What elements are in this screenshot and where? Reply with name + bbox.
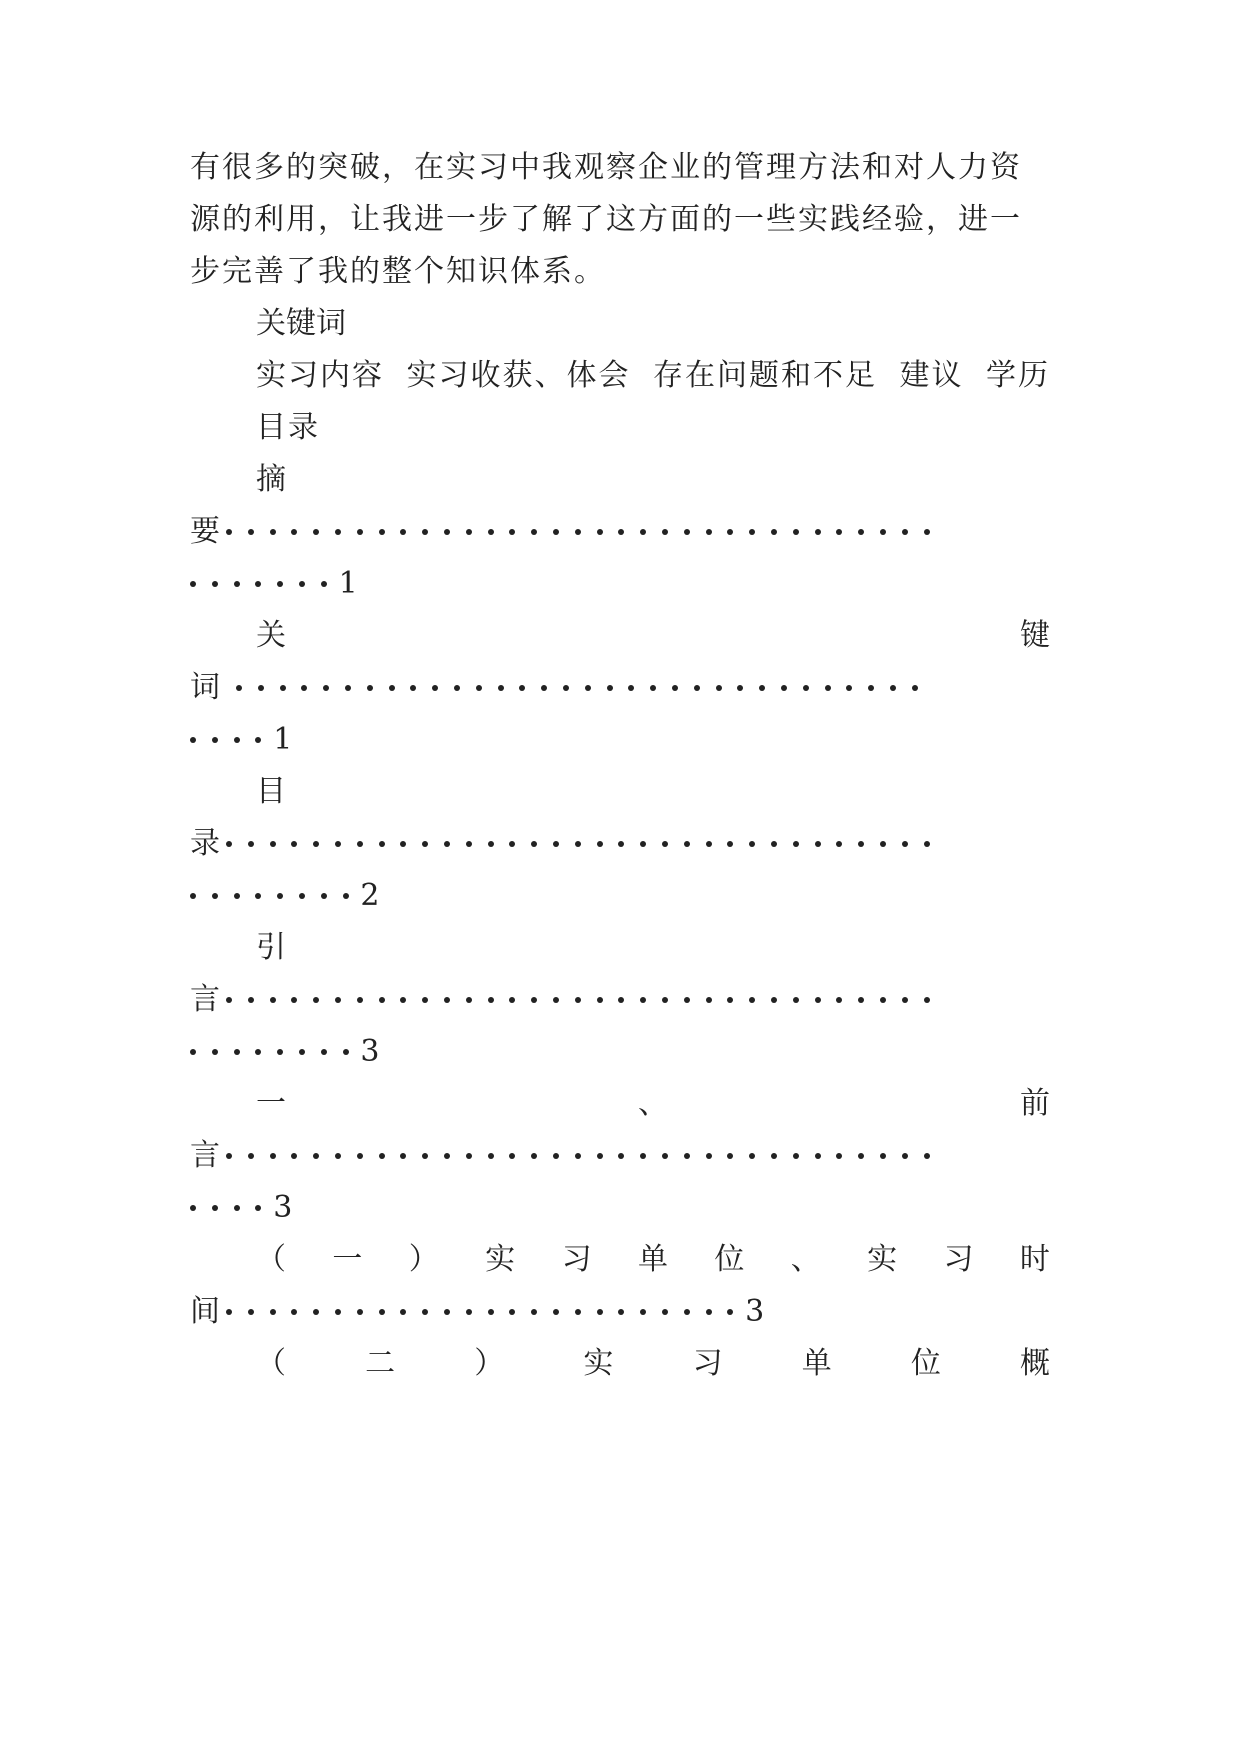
leader-dot xyxy=(924,997,930,1003)
leader-dot xyxy=(858,529,864,535)
leader-dot xyxy=(313,997,319,1003)
toc-leader-dots xyxy=(226,997,945,1003)
toc-entry-preface-page-line xyxy=(190,1188,1050,1228)
leader-dot xyxy=(684,1309,690,1315)
leader-dot xyxy=(706,529,712,535)
leader-dot xyxy=(793,997,799,1003)
leader-dot xyxy=(727,841,733,847)
toc-title-char: 概 xyxy=(1019,1346,1050,1381)
leader-dot xyxy=(248,997,254,1003)
toc-title-char: 一 xyxy=(332,1242,363,1277)
toc-entry-unit-overview-title xyxy=(256,1344,1050,1384)
toc-leader-dots xyxy=(190,1205,277,1211)
leader-dot xyxy=(212,1049,218,1055)
leader-dot xyxy=(488,841,494,847)
leader-dot xyxy=(727,997,733,1003)
toc-title-char: ） xyxy=(408,1242,439,1277)
leader-dot xyxy=(858,997,864,1003)
leader-dot xyxy=(759,685,765,691)
leader-dot xyxy=(553,529,559,535)
leader-dot xyxy=(924,529,930,535)
toc-title-char: 实 xyxy=(485,1242,516,1277)
leader-dot xyxy=(684,1153,690,1159)
toc-page-number: 3 xyxy=(745,1294,765,1329)
toc-leader-dots xyxy=(226,1309,749,1315)
leader-dot xyxy=(400,1153,406,1159)
leader-dot xyxy=(212,1205,218,1211)
leader-dot xyxy=(444,529,450,535)
leader-dot xyxy=(815,529,821,535)
leader-dot xyxy=(836,997,842,1003)
leader-dot xyxy=(737,685,743,691)
leader-dot xyxy=(597,841,603,847)
leader-dot xyxy=(727,529,733,535)
leader-dot xyxy=(444,841,450,847)
leader-dot xyxy=(335,841,341,847)
leader-dot xyxy=(836,841,842,847)
leader-dot xyxy=(400,529,406,535)
leader-dot xyxy=(597,1153,603,1159)
leader-dot xyxy=(902,841,908,847)
leader-dot xyxy=(662,1309,668,1315)
toc-title-char: 位 xyxy=(714,1242,745,1277)
leader-dot xyxy=(466,529,472,535)
leader-dot xyxy=(255,1205,261,1211)
leader-dot xyxy=(357,997,363,1003)
leader-dot xyxy=(212,893,218,899)
leader-dot xyxy=(618,997,624,1003)
leader-dot xyxy=(345,685,351,691)
toc-entry-intro-dots xyxy=(190,980,1050,1020)
leader-dot xyxy=(248,1309,254,1315)
toc-entry-intro-title: 引 xyxy=(256,930,286,965)
leader-dot xyxy=(466,997,472,1003)
leader-dot xyxy=(255,1049,261,1055)
leader-dot xyxy=(367,685,373,691)
leader-dot xyxy=(640,841,646,847)
toc-entry-label: 言 xyxy=(190,1138,220,1173)
toc-leader-dots xyxy=(226,529,945,535)
leader-dot xyxy=(662,529,668,535)
toc-entry-keywords-page-line xyxy=(190,720,1050,760)
leader-dot xyxy=(190,893,196,899)
toc-page-number: 1 xyxy=(273,722,293,757)
leader-dot xyxy=(912,685,918,691)
leader-dot xyxy=(466,1309,472,1315)
leader-dot xyxy=(212,581,218,587)
leader-dot xyxy=(880,841,886,847)
leader-dot xyxy=(444,1309,450,1315)
toc-title-char: 一 xyxy=(256,1086,286,1121)
keyword-item: 实习收获、体会 xyxy=(406,358,631,393)
toc-entry-abstract-title: 摘 xyxy=(256,462,286,497)
toc-entry-abstract-page-line xyxy=(190,564,1050,604)
leader-dot xyxy=(880,1153,886,1159)
toc-leader-dots xyxy=(190,581,343,587)
leader-dot xyxy=(553,1309,559,1315)
leader-dot xyxy=(357,841,363,847)
leader-dot xyxy=(313,841,319,847)
leader-dot xyxy=(280,685,286,691)
leader-dot xyxy=(531,1309,537,1315)
leader-dot xyxy=(531,1153,537,1159)
leader-dot xyxy=(299,893,305,899)
leader-dot xyxy=(343,893,349,899)
leader-dot xyxy=(815,841,821,847)
keyword-item: 实习内容 xyxy=(256,358,384,393)
leader-dot xyxy=(422,997,428,1003)
leader-dot xyxy=(836,529,842,535)
leader-dot xyxy=(618,529,624,535)
leader-dot xyxy=(422,1309,428,1315)
leader-dot xyxy=(422,1153,428,1159)
keyword-item: 学历 xyxy=(986,358,1050,393)
leader-dot xyxy=(379,529,385,535)
leader-dot xyxy=(575,841,581,847)
leader-dot xyxy=(400,841,406,847)
leader-dot xyxy=(255,581,261,587)
leader-dot xyxy=(563,685,569,691)
leader-dot xyxy=(575,529,581,535)
leader-dot xyxy=(716,685,722,691)
leader-dot xyxy=(749,997,755,1003)
leader-dot xyxy=(379,1153,385,1159)
toc-title-char: 实 xyxy=(583,1346,614,1381)
leader-dot xyxy=(727,1309,733,1315)
leader-dot xyxy=(190,1049,196,1055)
leader-dot xyxy=(749,841,755,847)
leader-dot xyxy=(771,841,777,847)
leader-dot xyxy=(299,1049,305,1055)
leader-dot xyxy=(291,1309,297,1315)
paragraph-line-2: 源的利用，让我进一步了解了这方面的一些实践经验，进一 xyxy=(190,202,1022,237)
leader-dot xyxy=(291,841,297,847)
leader-dot xyxy=(706,841,712,847)
leader-dot xyxy=(662,841,668,847)
toc-title-char: ） xyxy=(474,1346,505,1381)
leader-dot xyxy=(597,997,603,1003)
leader-dot xyxy=(357,529,363,535)
leader-dot xyxy=(541,685,547,691)
leader-dot xyxy=(628,685,634,691)
leader-dot xyxy=(880,529,886,535)
leader-dot xyxy=(323,685,329,691)
leader-dot xyxy=(815,1153,821,1159)
leader-dot xyxy=(270,997,276,1003)
leader-dot xyxy=(270,529,276,535)
leader-dot xyxy=(313,529,319,535)
leader-dot xyxy=(509,841,515,847)
leader-dot xyxy=(226,529,232,535)
leader-dot xyxy=(575,1309,581,1315)
leader-dot xyxy=(357,1309,363,1315)
leader-dot xyxy=(618,841,624,847)
leader-dot xyxy=(321,893,327,899)
leader-dot xyxy=(694,685,700,691)
toc-leader-dots xyxy=(190,737,277,743)
leader-dot xyxy=(226,997,232,1003)
leader-dot xyxy=(255,893,261,899)
leader-dot xyxy=(488,529,494,535)
leader-dot xyxy=(343,1049,349,1055)
leader-dot xyxy=(466,1153,472,1159)
leader-dot xyxy=(248,841,254,847)
toc-entry-preface-dots xyxy=(190,1136,1050,1176)
leader-dot xyxy=(519,685,525,691)
toc-leader-dots xyxy=(226,1153,945,1159)
leader-dot xyxy=(410,685,416,691)
paragraph-line-3: 步完善了我的整个知识体系。 xyxy=(190,254,606,289)
leader-dot xyxy=(234,1049,240,1055)
toc-title-char: 习 xyxy=(692,1346,723,1381)
keywords-list xyxy=(256,356,1050,396)
leader-dot xyxy=(389,685,395,691)
toc-title-char: （ xyxy=(256,1242,286,1277)
toc-title-char: 实 xyxy=(867,1242,898,1277)
leader-dot xyxy=(924,841,930,847)
toc-title-char: 习 xyxy=(561,1242,592,1277)
leader-dot xyxy=(771,997,777,1003)
leader-dot xyxy=(270,1309,276,1315)
leader-dot xyxy=(531,529,537,535)
leader-dot xyxy=(248,529,254,535)
leader-dot xyxy=(476,685,482,691)
leader-dot xyxy=(335,1309,341,1315)
leader-dot xyxy=(902,997,908,1003)
leader-dot xyxy=(226,1153,232,1159)
leader-dot xyxy=(444,997,450,1003)
leader-dot xyxy=(618,1153,624,1159)
leader-dot xyxy=(858,1153,864,1159)
leader-dot xyxy=(640,529,646,535)
toc-entry-unit-time-dots xyxy=(190,1292,1050,1332)
leader-dot xyxy=(749,1153,755,1159)
leader-dot xyxy=(553,1153,559,1159)
leader-dot xyxy=(335,529,341,535)
leader-dot xyxy=(190,1205,196,1211)
leader-dot xyxy=(672,685,678,691)
leader-dot xyxy=(650,685,656,691)
leader-dot xyxy=(488,1153,494,1159)
leader-dot xyxy=(379,1309,385,1315)
leader-dot xyxy=(234,893,240,899)
leader-dot xyxy=(277,1049,283,1055)
toc-leader-dots xyxy=(190,1049,364,1055)
leader-dot xyxy=(444,1153,450,1159)
leader-dot xyxy=(531,841,537,847)
leader-dot xyxy=(277,893,283,899)
leader-dot xyxy=(277,581,283,587)
toc-entry-abstract-dots xyxy=(190,512,1050,552)
leader-dot xyxy=(270,1153,276,1159)
leader-dot xyxy=(553,841,559,847)
toc-title-char: 时 xyxy=(1019,1242,1050,1277)
leader-dot xyxy=(488,997,494,1003)
leader-dot xyxy=(858,841,864,847)
leader-dot xyxy=(553,997,559,1003)
keywords-heading: 关键词 xyxy=(256,306,346,341)
toc-entry-contents-page-line xyxy=(190,876,1050,916)
leader-dot xyxy=(607,685,613,691)
leader-dot xyxy=(597,529,603,535)
leader-dot xyxy=(255,737,261,743)
leader-dot xyxy=(509,997,515,1003)
leader-dot xyxy=(234,737,240,743)
toc-leader-dots xyxy=(236,685,934,691)
leader-dot xyxy=(226,1309,232,1315)
leader-dot xyxy=(597,1309,603,1315)
leader-dot xyxy=(335,997,341,1003)
leader-dot xyxy=(902,1153,908,1159)
leader-dot xyxy=(836,1153,842,1159)
toc-title-char: 前 xyxy=(1020,1086,1050,1121)
leader-dot xyxy=(618,1309,624,1315)
leader-dot xyxy=(498,685,504,691)
leader-dot xyxy=(662,1153,668,1159)
leader-dot xyxy=(299,581,305,587)
leader-dot xyxy=(880,997,886,1003)
toc-title-char: 、 xyxy=(790,1242,821,1277)
toc-entry-unit-time-title xyxy=(256,1240,1050,1280)
leader-dot xyxy=(313,1309,319,1315)
toc-entry-label: 言 xyxy=(190,982,220,1017)
leader-dot xyxy=(270,841,276,847)
leader-dot xyxy=(640,1153,646,1159)
toc-title-char: 二 xyxy=(365,1346,396,1381)
leader-dot xyxy=(291,997,297,1003)
leader-dot xyxy=(321,1049,327,1055)
leader-dot xyxy=(291,529,297,535)
leader-dot xyxy=(868,685,874,691)
toc-heading: 目录 xyxy=(256,410,320,445)
toc-entry-label: 词 xyxy=(190,670,220,705)
toc-leader-dots xyxy=(226,841,945,847)
leader-dot xyxy=(575,997,581,1003)
leader-dot xyxy=(190,737,196,743)
leader-dot xyxy=(357,1153,363,1159)
toc-title-char: 键 xyxy=(1020,618,1050,653)
toc-page-number: 2 xyxy=(360,878,380,913)
leader-dot xyxy=(422,841,428,847)
leader-dot xyxy=(902,529,908,535)
leader-dot xyxy=(190,581,196,587)
leader-dot xyxy=(400,997,406,1003)
toc-title-char: 单 xyxy=(801,1346,832,1381)
leader-dot xyxy=(771,1153,777,1159)
paragraph-line-1: 有很多的突破，在实习中我观察企业的管理方法和对人力资 xyxy=(190,150,1022,185)
leader-dot xyxy=(793,841,799,847)
leader-dot xyxy=(258,685,264,691)
leader-dot xyxy=(248,1153,254,1159)
toc-entry-contents-dots xyxy=(190,824,1050,864)
leader-dot xyxy=(234,581,240,587)
toc-page-number: 3 xyxy=(273,1190,293,1225)
leader-dot xyxy=(585,685,591,691)
leader-dot xyxy=(400,1309,406,1315)
leader-dot xyxy=(640,997,646,1003)
leader-dot xyxy=(301,685,307,691)
leader-dot xyxy=(379,997,385,1003)
toc-title-char: 关 xyxy=(256,618,286,653)
leader-dot xyxy=(422,529,428,535)
leader-dot xyxy=(321,581,327,587)
leader-dot xyxy=(781,685,787,691)
toc-entry-label: 要 xyxy=(190,514,220,549)
leader-dot xyxy=(771,529,777,535)
toc-title-char: 位 xyxy=(910,1346,941,1381)
toc-entry-preface-title xyxy=(256,1084,1050,1124)
leader-dot xyxy=(803,685,809,691)
toc-title-char: 单 xyxy=(637,1242,668,1277)
leader-dot xyxy=(890,685,896,691)
leader-dot xyxy=(466,841,472,847)
leader-dot xyxy=(749,529,755,535)
leader-dot xyxy=(706,1153,712,1159)
leader-dot xyxy=(727,1153,733,1159)
leader-dot xyxy=(509,529,515,535)
toc-entry-label: 间 xyxy=(190,1294,220,1329)
leader-dot xyxy=(924,1153,930,1159)
toc-leader-dots xyxy=(190,893,364,899)
leader-dot xyxy=(212,737,218,743)
keyword-item: 存在问题和不足 xyxy=(653,358,877,393)
leader-dot xyxy=(846,685,852,691)
toc-page-number: 3 xyxy=(360,1034,380,1069)
leader-dot xyxy=(793,1153,799,1159)
leader-dot xyxy=(531,997,537,1003)
leader-dot xyxy=(226,841,232,847)
leader-dot xyxy=(236,685,242,691)
toc-entry-contents-title: 目 xyxy=(256,774,286,809)
leader-dot xyxy=(454,685,460,691)
toc-entry-keywords-title xyxy=(256,616,1050,656)
keyword-item: 建议 xyxy=(899,358,964,393)
leader-dot xyxy=(313,1153,319,1159)
leader-dot xyxy=(488,1309,494,1315)
leader-dot xyxy=(335,1153,341,1159)
leader-dot xyxy=(509,1309,515,1315)
leader-dot xyxy=(684,997,690,1003)
leader-dot xyxy=(793,529,799,535)
toc-entry-intro-page-line xyxy=(190,1032,1050,1072)
leader-dot xyxy=(815,997,821,1003)
leader-dot xyxy=(684,841,690,847)
toc-page-number: 1 xyxy=(338,566,358,601)
leader-dot xyxy=(291,1153,297,1159)
leader-dot xyxy=(432,685,438,691)
leader-dot xyxy=(662,997,668,1003)
leader-dot xyxy=(640,1309,646,1315)
toc-entry-keywords-dots xyxy=(190,668,1050,708)
toc-title-char: （ xyxy=(256,1346,286,1381)
toc-entry-label: 录 xyxy=(190,826,220,861)
leader-dot xyxy=(684,529,690,535)
toc-title-char: 习 xyxy=(943,1242,974,1277)
leader-dot xyxy=(509,1153,515,1159)
leader-dot xyxy=(234,1205,240,1211)
toc-title-char: 、 xyxy=(638,1086,668,1121)
leader-dot xyxy=(706,1309,712,1315)
leader-dot xyxy=(575,1153,581,1159)
leader-dot xyxy=(706,997,712,1003)
leader-dot xyxy=(379,841,385,847)
leader-dot xyxy=(825,685,831,691)
